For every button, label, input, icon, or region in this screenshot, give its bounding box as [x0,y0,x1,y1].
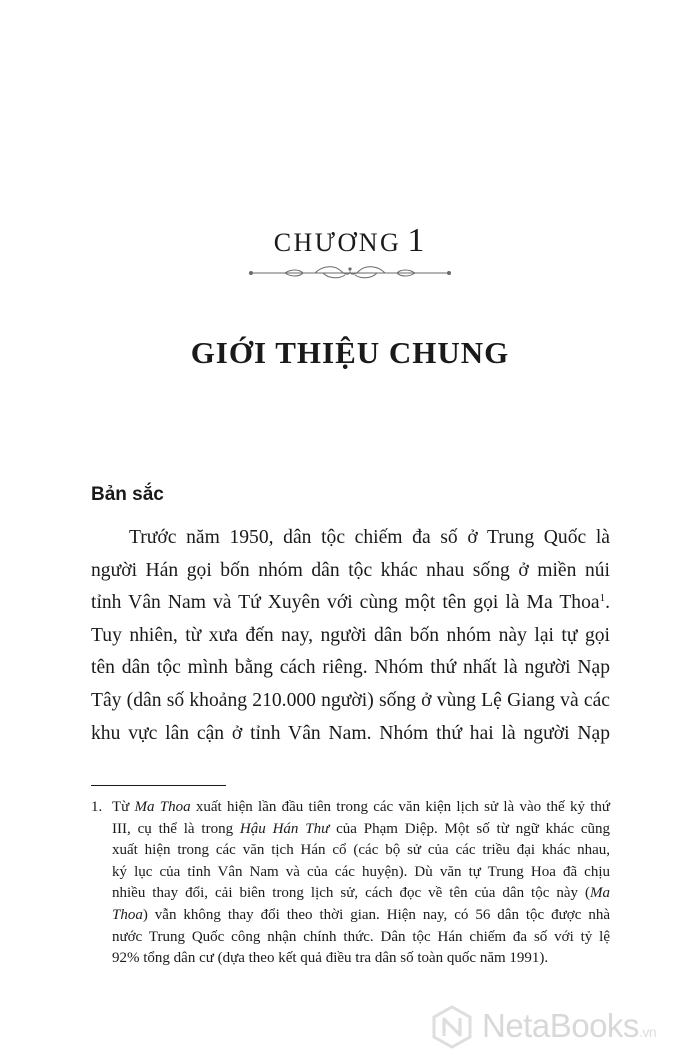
chapter-label [0,222,700,260]
ornament-divider-icon [245,263,455,283]
footnote-line: III, cụ thể là trong Hậu Hán Thư của Phạm Diệp. Một số từ ngữ khác cũng [112,820,610,837]
body-line: Tây (dân số khoảng 210.000 người) sống ở vùng Lệ Giang và các [91,689,610,711]
footnote-line: ký lục của tỉnh Vân Nam và của các huyện). Dù văn tự Trung Hoa đã chịu [112,863,610,880]
body-line: tỉnh Vân Nam và Tứ Xuyên với cùng một tên gọi là Ma Thoa$^1$. [91,592,610,614]
chapter-title: GIỚI THIỆU CHUNG [190,335,510,370]
body-line: khu vực lân cận ở tỉnh Vân Nam. Nhóm thứ hai là người Nạp [91,722,610,744]
footnote-line: Thoa) vẫn không thay đổi theo thời gian. Hiện nay, có 56 dân tộc được nhà [112,906,610,923]
footnote-line: nước Trung Quốc công nhận chính thức. Dân tộc Hán chiếm đa số với tỷ lệ [112,928,610,945]
body-line: Trước năm 1950, dân tộc chiếm đa số ở Trung Quốc là [129,527,610,548]
section-heading: Bản sắc [91,484,164,505]
netabooks-logo-icon [430,1005,474,1049]
body-line: người Hán gọi bốn nhóm dân tộc khác nhau sống ở miền núi [91,559,610,581]
footnote-number: 1. [91,799,103,815]
body-paragraph [91,522,610,750]
footnote-line: nhiều thay đổi, cải biên trong lịch sử, cách đọc về tên của dân tộc này (Ma [112,885,610,902]
body-line: tên dân tộc mình bằng cách riêng. Nhóm thứ nhất là người Nạp [91,657,610,679]
footnote-rule [91,785,226,786]
chapter-number: 1 [407,222,427,259]
body-line: Tuy nhiên, từ xưa đến nay, người dân bốn nhóm này lại tự gọi [91,624,610,646]
footnote-body [112,797,610,970]
footnote-line: Từ Ma Thoa xuất hiện lần đầu tiên trong các văn kiện lịch sử là vào thế kỷ thứ [112,799,610,815]
footnote-ref: 1 [599,592,606,605]
chapter-word: CHƯƠNG [273,228,402,257]
footnote-line: 92% tổng dân cư (dựa theo kết quả điều tra dân số toàn quốc năm 1991). [112,950,549,967]
watermark-text: NetaBooks.vn [482,1007,657,1044]
watermark [430,1001,695,1055]
footnote-line: xuất hiện trong các văn tịch Hán cổ (các bộ sử của các triều đại khác nhau, [112,842,610,859]
